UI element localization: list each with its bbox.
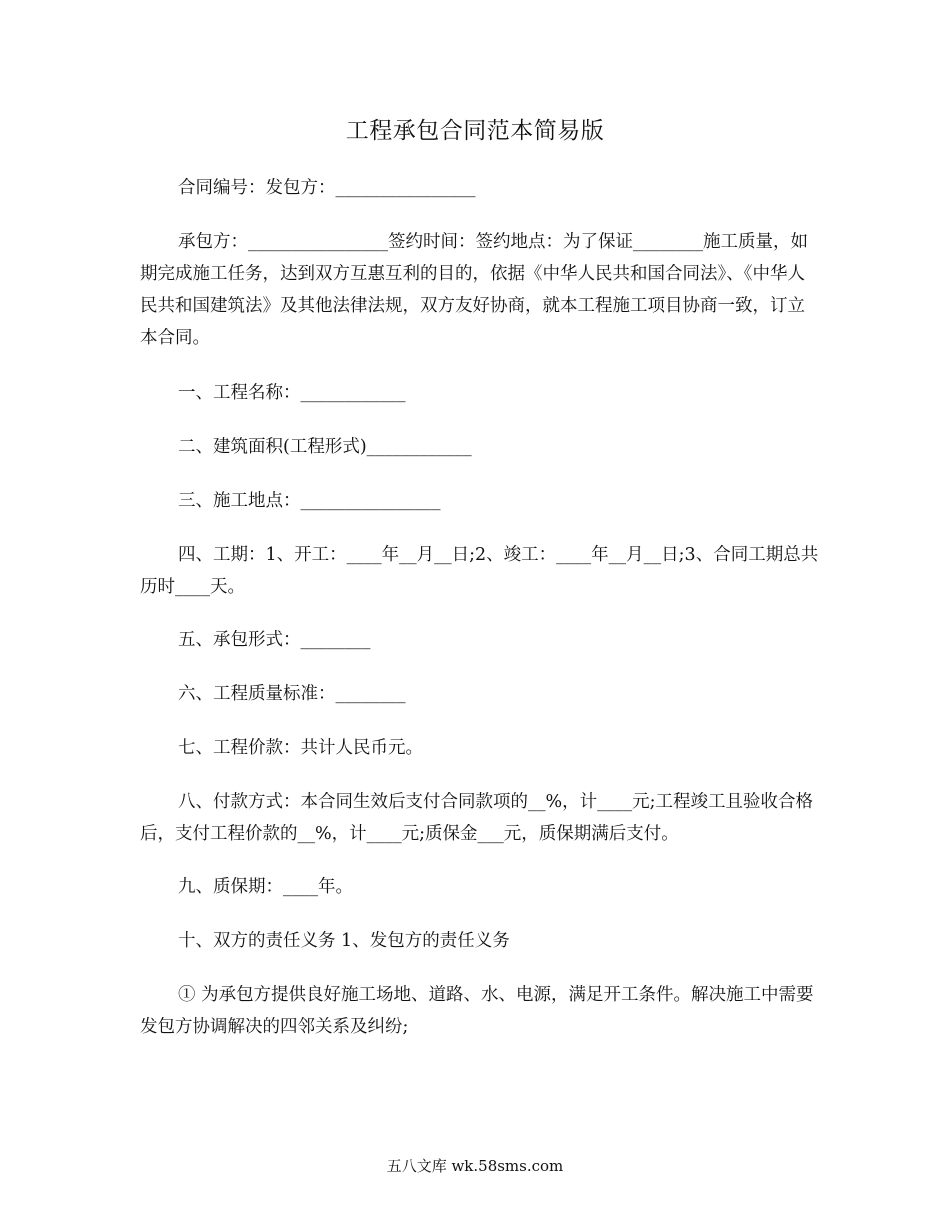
paragraph-schedule: 四、工期：1、开工：____年__月__日;2、竣工：____年__月__日;3、合同工期总共历时____天。 — [140, 545, 819, 597]
page-footer: 五八文库 wk.58sms.com — [386, 1157, 564, 1175]
paragraph-employer-duty-1: ① 为承包方提供良好施工场地、道路、水、电源，满足开工条件。解决施工中需要发包方协调解决的四邻关系及纠纷; — [140, 985, 814, 1037]
document-title: 工程承包合同范本简易版 — [345, 118, 605, 144]
paragraph-project-price: 七、工程价款：共计人民币元。 — [178, 738, 423, 758]
paragraph-project-name: 一、工程名称：____________ — [178, 383, 406, 403]
paragraph-payment-method: 八、付款方式：本合同生效后支付合同款项的__%，计____元;工程竣工且验收合格后，支付工程价款的__%，计____元;质保金___元，质保期满后支付。 — [140, 792, 814, 844]
paragraph-responsibilities: 十、双方的责任义务 1、发包方的责任义务 — [178, 931, 510, 951]
paragraph-quality-standard: 六、工程质量标准：________ — [178, 684, 406, 704]
paragraph-contract-form: 五、承包形式：________ — [178, 630, 371, 650]
paragraph-contract-number: 合同编号：发包方：________________ — [178, 178, 476, 198]
paragraph-building-area: 二、建筑面积(工程形式)____________ — [178, 437, 472, 457]
paragraph-construction-site: 三、施工地点：________________ — [178, 491, 441, 511]
paragraph-warranty-period: 九、质保期：____年。 — [178, 877, 353, 897]
paragraph-contractor-intro: 承包方：________________签约时间：签约地点：为了保证________施工质量，如期完成施工任务，达到双方互惠互利的目的，依据《中华人民共和国合同法》、《中华人民共和国建筑法》及其他法律法规，双方友好协商，就本工程施工项目协商一致，订立本合同。 — [140, 232, 808, 348]
